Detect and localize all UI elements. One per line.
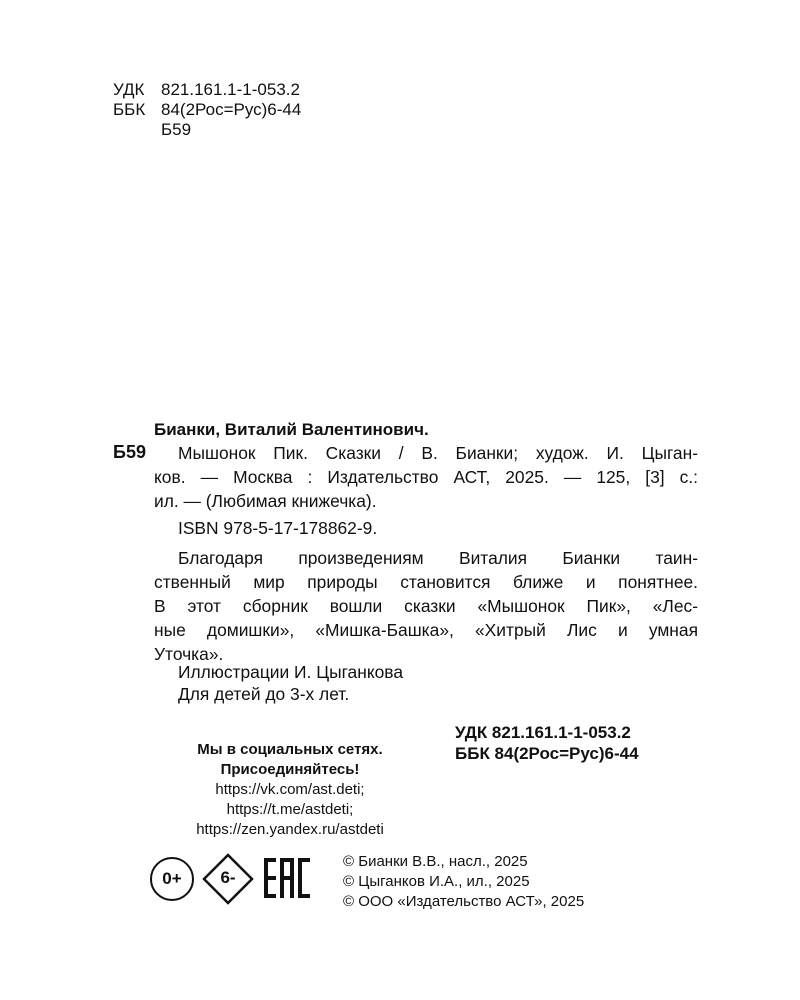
social-heading: Присоединяйтесь! bbox=[220, 761, 360, 778]
social-link-vk[interactable]: https://vk.com/ast.deti; bbox=[215, 781, 365, 798]
age-note: Для детей до 3-х лет. bbox=[178, 684, 350, 704]
illustrations-note: Иллюстрации И. Цыганкова bbox=[178, 662, 404, 682]
age-mark-label: 6- bbox=[220, 868, 236, 887]
author-mark-top: Б59 bbox=[161, 120, 192, 139]
title-line: ил. — (Любимая книжечка). bbox=[154, 491, 377, 511]
udk-top bbox=[113, 80, 300, 100]
social-heading: Мы в социальных сетях. bbox=[197, 741, 383, 758]
isbn: ISBN 978-5-17-178862-9. bbox=[178, 518, 378, 538]
annotation-line: Уточка». bbox=[154, 644, 224, 664]
age-mark-badge bbox=[202, 853, 254, 905]
copyright-block bbox=[343, 852, 584, 912]
bbk-bottom: ББК 84(2Рос=Рус)6-44 bbox=[455, 744, 639, 763]
social-link-telegram[interactable]: https://t.me/astdeti; bbox=[226, 801, 354, 818]
eac-mark bbox=[262, 856, 312, 900]
copyright-line: © Бианки В.В., насл., 2025 bbox=[343, 853, 528, 870]
eac-logo-icon bbox=[262, 856, 312, 900]
author-mark: Б59 bbox=[113, 442, 146, 462]
annotation-line: ные домишки», «Мишка-Башка», «Хитрый Лис и умная bbox=[154, 620, 698, 640]
age-rating-label: 0+ bbox=[162, 869, 182, 888]
annotation-line: В этот сборник вошли сказки «Мышонок Пик», «Лес- bbox=[154, 596, 698, 616]
annotation-body bbox=[154, 570, 698, 666]
title-block-cont bbox=[154, 465, 698, 513]
udk-bottom: УДК 821.161.1-1-053.2 bbox=[455, 723, 631, 742]
title-line: ков. — Москва : Издательство АСТ, 2025. — 125, [3] с.: bbox=[154, 467, 698, 487]
copyright-line: © Цыганков И.А., ил., 2025 bbox=[343, 873, 530, 890]
annotation-line: Благодаря произведениям Виталия Бианки таин- bbox=[178, 548, 698, 568]
annotation-first bbox=[178, 546, 698, 570]
title-block bbox=[178, 441, 698, 465]
copyright-line: © ООО «Издательство АСТ», 2025 bbox=[343, 893, 585, 910]
udk-value: 821.161.1-1-053.2 bbox=[161, 80, 300, 99]
bbk-value: 84(2Рос=Рус)6-44 bbox=[161, 100, 302, 119]
social-block bbox=[160, 740, 420, 840]
bbk-label: ББК bbox=[113, 100, 146, 119]
age-rating-badge bbox=[150, 857, 194, 901]
author-name: Бианки, Виталий Валентинович. bbox=[154, 420, 429, 439]
title-line: Мышонок Пик. Сказки / В. Бианки; худож. И. Цыган- bbox=[178, 443, 698, 463]
bbk-top bbox=[113, 100, 301, 120]
social-link-zen[interactable]: https://zen.yandex.ru/astdeti bbox=[196, 821, 384, 838]
udk-label: УДК bbox=[113, 80, 145, 99]
annotation-line: ственный мир природы становится ближе и понятнее. bbox=[154, 572, 698, 592]
